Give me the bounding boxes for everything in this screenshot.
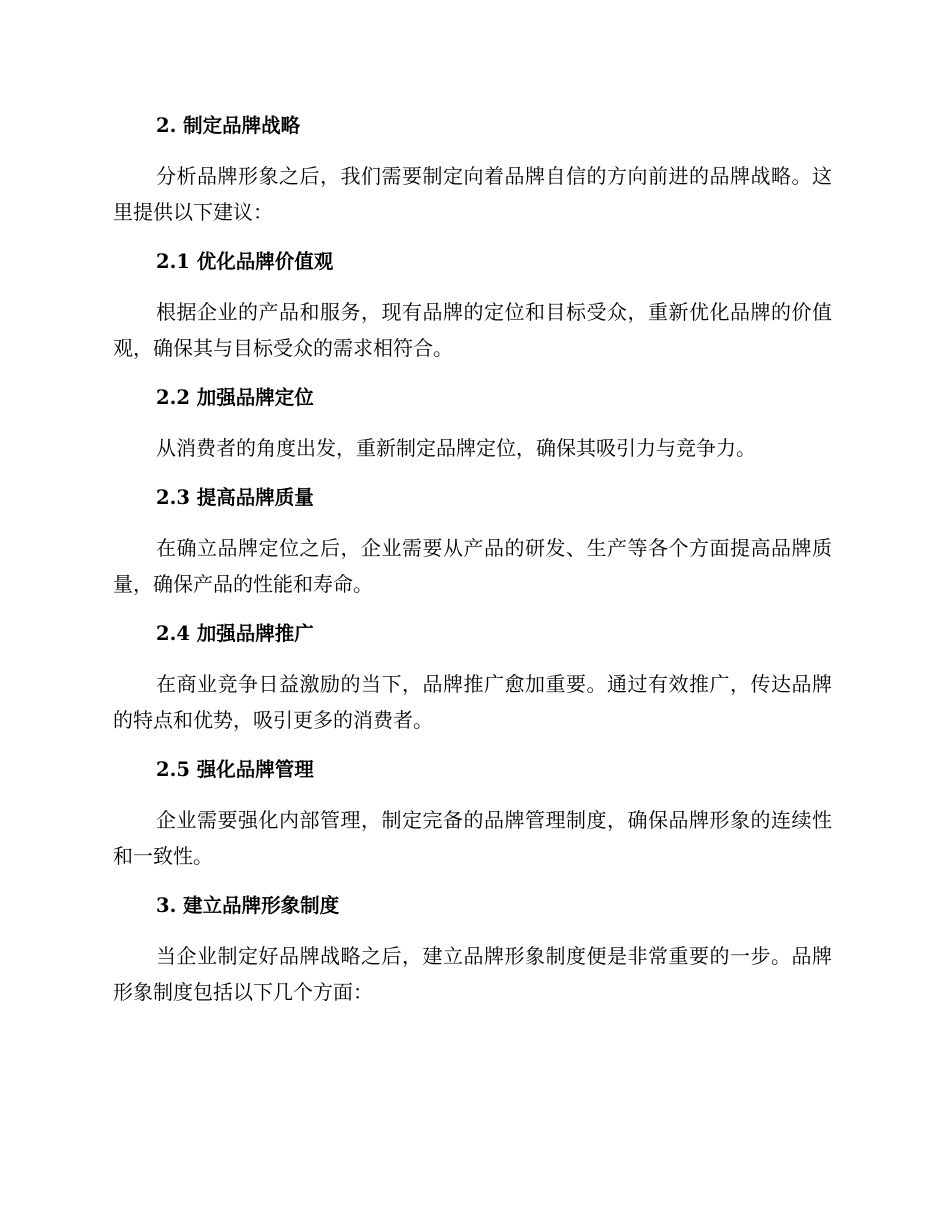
section-heading-2: 2. 制定品牌战略 [156, 114, 301, 137]
subsection-heading-2-3: 2.3 提高品牌质量 [156, 486, 314, 509]
subsection-heading-2-5: 2.5 强化品牌管理 [156, 758, 314, 781]
subsection-heading-2-1: 2.1 优化品牌价值观 [156, 250, 334, 273]
section-heading-3: 3. 建立品牌形象制度 [156, 894, 340, 917]
paragraph-brand-strategy-intro: 分析品牌形象之后，我们需要制定向着品牌自信的方向前进的品牌战略。这里提供以下建议： [113, 164, 832, 224]
subsection-heading-2-2: 2.2 加强品牌定位 [156, 386, 314, 409]
paragraph-brand-quality: 在确立品牌定位之后，企业需要从产品的研发、生产等各个方面提高品牌质量，确保产品的性能和寿命。 [113, 536, 832, 596]
paragraph-brand-management: 企业需要强化内部管理，制定完备的品牌管理制度，确保品牌形象的连续性和一致性。 [113, 808, 832, 868]
paragraph-brand-positioning: 从消费者的角度出发，重新制定品牌定位，确保其吸引力与竞争力。 [156, 436, 756, 460]
paragraph-brand-promotion: 在商业竞争日益激励的当下，品牌推广愈加重要。通过有效推广，传达品牌的特点和优势，吸引更多的消费者。 [113, 672, 832, 732]
subsection-heading-2-4: 2.4 加强品牌推广 [156, 622, 314, 645]
paragraph-brand-image-system: 当企业制定好品牌战略之后，建立品牌形象制度便是非常重要的一步。品牌形象制度包括以下几个方面： [113, 944, 832, 1004]
paragraph-brand-values: 根据企业的产品和服务，现有品牌的定位和目标受众，重新优化品牌的价值观，确保其与目标受众的需求相符合。 [113, 300, 832, 360]
